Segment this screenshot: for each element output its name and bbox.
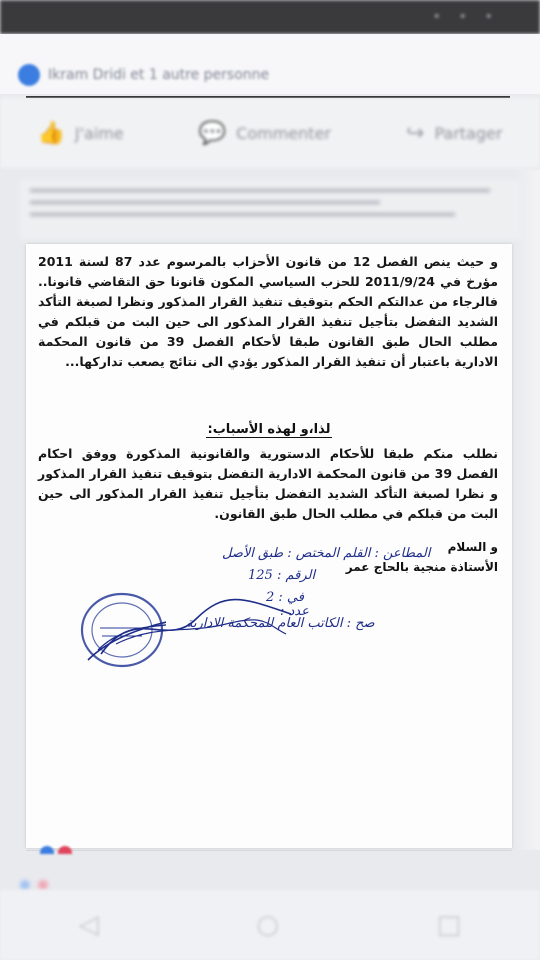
document-paragraph-2: نطلب منكم طبقا للأحكام الدستورية والقانونية المذكورة ووفق احكام الفصل 39 من قانون المحكمة الادارية التفضل بتوقيف تنفيذ القرار المذكور و نظرا لصبغة التأكد الشديد التفضل بتأجيل تنفيذ القرار المذكور الى حين البت من قبلكم في مطلب الحال طبق القانون. xyxy=(38,446,498,521)
share-button[interactable] xyxy=(406,121,502,146)
document-heading xyxy=(26,422,512,437)
like-button[interactable] xyxy=(38,121,124,146)
handwritten-note-1: المطاعن : القلم المختص : طبق الأصل xyxy=(222,546,431,561)
post-action-bar xyxy=(0,98,540,168)
closing-text: و السلام xyxy=(447,540,498,554)
comment-label: Commenter xyxy=(236,123,331,143)
back-nav-icon[interactable]: ◁ xyxy=(78,910,99,940)
comment-button[interactable] xyxy=(199,121,331,146)
status-icons: • • • xyxy=(433,10,500,23)
love-reaction-icon xyxy=(38,880,48,890)
handwritten-note-4: عدد : xyxy=(280,604,309,619)
reactions-summary[interactable] xyxy=(18,64,269,86)
reaction-icons xyxy=(40,846,72,854)
document-image[interactable] xyxy=(26,244,512,848)
signer-name: الأستاذة منجية بالحاج عمر xyxy=(345,560,498,574)
reactions-text: Ikram Dridi et 1 autre personne xyxy=(48,67,270,83)
heading-text: لذا،و لهذه الأسباب: xyxy=(207,422,331,437)
share-label: Partager xyxy=(434,123,503,143)
comment-icon: 💬 xyxy=(198,120,227,146)
handwritten-note-5: صح : الكاتب العام للمحكمة الادارية xyxy=(186,616,375,631)
like-reaction-icon xyxy=(20,880,30,890)
divider xyxy=(26,850,512,851)
recents-nav-icon[interactable]: □ xyxy=(436,910,462,940)
like-label: J'aime xyxy=(74,123,124,143)
share-icon: ↪ xyxy=(406,120,425,146)
bottom-nav-bar xyxy=(0,890,540,960)
like-reaction-icon xyxy=(40,846,54,854)
document-paragraph-1: و حيث ينص الفصل 12 من قانون الأحزاب بالمرسوم عدد 87 لسنة 2011 مؤرخ في 2011/9/24 للحزب السياسي المكون قانونا حق التقاضي قانونا.. فالرجاء من عدالتكم الحكم بتوقيف تنفيذ القرار المذكور ونظرا لصبغة التأكد الشديد التفضل بتأجيل تنفيذ القرار المذكور الى حين البت من قبلكم في مطلب الحال طبق القانون طبقا لأحكام الفصل 39 من قانون المحكمة الادارية باعتبار أن تنفيذ القرار المذكور يؤدي الى نتائج يصعب تداركها... xyxy=(38,254,498,369)
status-bar xyxy=(0,0,540,34)
love-reaction-icon xyxy=(58,846,72,854)
signature-icon xyxy=(96,594,296,664)
home-nav-icon[interactable]: ○ xyxy=(256,910,280,940)
blurred-document-header xyxy=(20,180,520,240)
handwritten-note-3: في : 2 xyxy=(266,590,304,605)
like-reaction-icon xyxy=(18,64,40,86)
document-edge-shadow xyxy=(514,170,540,850)
like-icon: 👍 xyxy=(37,120,65,146)
faded-reaction-icons xyxy=(20,880,48,890)
handwritten-note-2: الرقم : 125 xyxy=(248,568,316,583)
